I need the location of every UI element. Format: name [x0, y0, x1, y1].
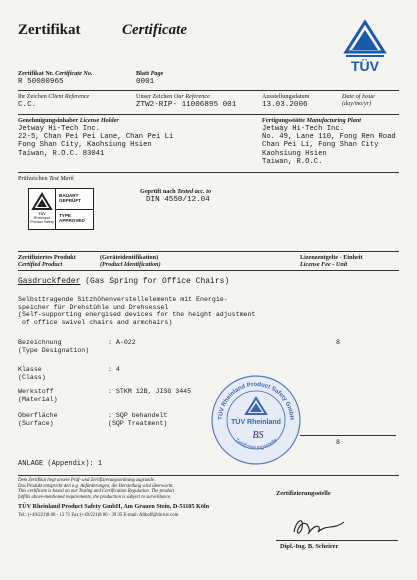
stamp-seal-icon — [210, 374, 302, 466]
col-identification-header — [100, 254, 161, 268]
field-type-value: : A-022 — [108, 339, 136, 346]
product-name-row — [18, 277, 229, 286]
cert-body-label: Zertifizierungsstelle — [276, 490, 331, 497]
field-value: : SQP behandelt — [108, 412, 168, 419]
note-line: This certificate is based on our Testing and Certification Regulation. The product — [18, 489, 175, 495]
cert-no-label — [18, 70, 93, 77]
footer-contact: Tel.: (+49/221)8 06 - 13 71 Fax:(+49/221)8 06 - 39 35 E-mail: Althoff@de.tuv.com — [18, 513, 179, 518]
field-label-en: (Surface) — [18, 419, 54, 427]
field-label: Werkstoff — [18, 388, 54, 395]
col-product-header-de: Zertifiziertes Produkt — [18, 254, 76, 261]
field-label-en: (Class) — [18, 373, 46, 381]
annex: ANLAGE (Appendix): 1 — [18, 460, 103, 468]
our-ref-label — [136, 93, 210, 100]
signature-icon — [288, 512, 348, 542]
col-identification-header-en: (Product Identification) — [100, 261, 161, 268]
mark-text-en — [59, 213, 85, 224]
our-ref-label-de: Unser Zeichen — [136, 93, 173, 100]
client-ref-value: C.C. — [18, 101, 37, 109]
stamp-bottom-text: Zertifizierungsstelle — [233, 437, 279, 452]
license-holder-label — [18, 117, 119, 124]
our-ref-label-en: Our Reference — [173, 93, 210, 100]
total-fee: 8 — [336, 439, 340, 446]
fee-sum-line — [300, 435, 396, 436]
signature-line — [276, 540, 398, 541]
field-type-designation — [18, 339, 89, 354]
address-line: Taiwan, R.O.C. 83041 — [18, 149, 105, 158]
product-name: Gasdruckfeder — [18, 277, 81, 286]
note-line: Das Produkt entspricht den o.g. Anforderungen, die Herstellung wird überwacht. — [18, 483, 174, 489]
test-mark-label-en: Test Mark — [49, 175, 74, 182]
signer-name: Dipl.-Ing. B. Scheirer — [280, 543, 339, 550]
tuv-logo — [334, 18, 396, 78]
address-line: Jetway Hi-Tech Inc. — [262, 125, 344, 133]
field-class — [18, 366, 46, 381]
address-line: Taiwan, R.O.C. — [262, 157, 323, 166]
description-line: Selbsttragende Sitzhöhenverstellelemente mit Energie- — [18, 296, 228, 303]
tested-acc-label — [140, 188, 211, 195]
field-label: Klasse — [18, 366, 42, 373]
description-line: speicher für Drehstühle und Drehsessel — [18, 303, 169, 311]
cert-no-label-en: Certificate No. — [55, 70, 93, 77]
issue-date-value: 13.03.2006 — [262, 101, 308, 109]
address-line: Jetway Hi-Tech Inc. — [18, 125, 100, 133]
license-holder-address — [18, 125, 173, 158]
tested-acc-label-en: Tested acc. to — [177, 188, 212, 195]
col-fee-header — [300, 254, 363, 268]
field-material — [18, 388, 58, 403]
client-ref-label — [18, 93, 89, 100]
note-line: fulfills above-mentioned requirements, the production is subject to surveillance. — [18, 494, 171, 500]
mark-line: GEPRÜFT — [59, 198, 81, 204]
plant-label-de: Fertigungsstätte — [262, 117, 305, 124]
product-description — [18, 296, 255, 326]
field-class-value: : 4 — [108, 366, 120, 373]
cert-no-value: R 50080965 — [18, 78, 64, 86]
plant-address — [262, 125, 396, 166]
plant-label — [262, 117, 361, 124]
tuv-logo-text: TÜV — [351, 58, 379, 74]
footer-note — [18, 478, 174, 500]
col-product-header-en: Certified Product — [18, 261, 63, 268]
address-line: 22-5, Chan Pei Pei Lane, Chan Pei Li — [18, 133, 174, 142]
plant-label-en: Manufacturing Plant — [306, 117, 362, 124]
description-line: of office swivel chairs and armchairs) — [18, 318, 173, 326]
client-ref-label-de: Ihr Zeichen — [18, 93, 47, 100]
field-label: Bezeichnung — [18, 339, 62, 346]
divider — [18, 90, 399, 91]
mark-caption — [30, 212, 54, 224]
client-ref-label-en: Client Reference — [48, 93, 90, 100]
address-line: Kaohsiung Hsien — [262, 149, 327, 158]
divider — [18, 270, 399, 271]
issue-date-sub: (day/mo/yr) — [342, 100, 372, 107]
our-ref-value: ZTW2-RIP- 11006895 001 — [136, 101, 237, 109]
divider — [18, 475, 399, 476]
address-line: Fong Shan City, Kaohsiung Hsien — [18, 141, 152, 150]
page-label-de: Blatt — [136, 70, 150, 77]
stamp-outer-text: TÜV Rheinland Product Safety GmbH — [217, 381, 295, 421]
title-de: Zertifikat — [18, 22, 81, 38]
field-surface-value — [108, 412, 167, 427]
address-line: No. 49, Lane 110, Fong Ren Road — [262, 133, 396, 142]
badge-divider — [55, 209, 93, 210]
field-type-fee: 8 — [336, 339, 340, 346]
address-line: Chan Pei Li, Fong Shan City — [262, 141, 379, 150]
mark-caption-line: TÜV — [38, 212, 46, 216]
mark-caption-line: Product Safety — [30, 220, 54, 224]
mark-caption-line: Rheinland — [33, 216, 51, 220]
divider — [18, 172, 399, 173]
test-mark-label-de: Prüfzeichen — [18, 175, 48, 182]
title-en: Certificate — [122, 22, 187, 38]
field-label: Oberfläche — [18, 412, 58, 419]
test-mark-badge — [28, 188, 94, 230]
license-holder-label-en: License Holder — [79, 117, 119, 124]
mark-text-de — [59, 193, 81, 204]
mark-line: BAUART — [59, 193, 79, 198]
license-holder-label-de: Genehmigungsinhaber — [18, 117, 79, 124]
page-label — [136, 70, 163, 77]
tested-acc-label-de: Geprüft nach — [140, 188, 176, 195]
divider — [18, 251, 399, 252]
col-fee-header-en: License Fee - Unit — [300, 261, 348, 268]
tested-acc-value: DIN 4550/12.04 — [146, 196, 210, 204]
product-name-en: (Gas Spring for Office Chairs) — [85, 277, 230, 286]
test-mark-label — [18, 175, 74, 182]
stamp-center-text: TÜV Rheinland — [231, 419, 281, 426]
issue-date-label-en: Date of Issue — [342, 93, 375, 100]
stamp-initials: BS — [252, 430, 264, 441]
page-label-en: Page — [150, 70, 164, 77]
mark-line: APPROVED — [59, 218, 85, 224]
col-product-header — [18, 254, 76, 268]
mark-line: TYPE — [59, 213, 71, 218]
field-material-value: : STKM 12B, JISG 3445 — [108, 388, 192, 395]
field-label-en: (Type Designation) — [18, 346, 90, 354]
cert-no-label-de: Zertifikat Nr. — [18, 70, 54, 77]
col-fee-header-de: Lizenzentgelte - Einheit — [300, 254, 363, 261]
description-line: (Self-supporting energised devices for the height adjustment — [18, 311, 256, 319]
page-value: 0001 — [136, 78, 155, 86]
certification-stamp — [210, 374, 302, 466]
note-line: Dem Zertifikat liegt unsere Prüf- und Zertifizierungsordnung zugrunde. — [18, 478, 156, 483]
field-label-en: (Material) — [18, 395, 58, 403]
field-surface — [18, 412, 58, 427]
issue-date-label: Ausstellungsdatum — [262, 93, 310, 100]
footer-company: TÜV Rheinland Product Safety GmbH, Am Grauen Stein, D-51105 Köln — [18, 503, 210, 510]
divider — [18, 114, 399, 115]
col-identification-header-de: (Geräteidentifikation) — [100, 254, 159, 261]
field-value-en: (SQP Treatment) — [108, 419, 168, 427]
